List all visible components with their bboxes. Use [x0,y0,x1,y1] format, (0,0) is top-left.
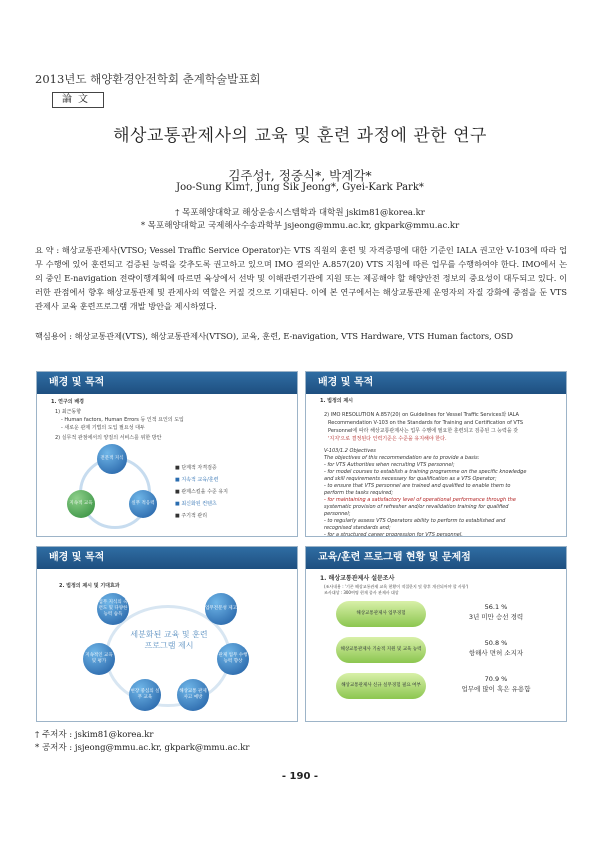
poster-line: - to regularly assess VTS Operators ability to perform to established and [324,518,506,524]
poster-line: Personnel에 따라 해상교통관제사는 업무 수행에 필요한 훈련되고 검증된 그 능력을 갖 [328,428,519,434]
authors-english: Joo-Sung Kim†, Jung Sik Jeong*, Gyei-Kark Park* [176,182,424,193]
abstract: 요 약 : 해상교통관제사(VTSO; Vessel Traffic Service Operator)는 VTS 직원의 훈련 및 자격증명에 대한 기준인 IALA 권고안 V-103에 따라 업무 수행에 있어 훈련되고 검증된 능력을 갖추도록 권고하고 있으며 IMO 결의안 A.857(20) VTS 지침에 따른 업무를 수행하여야 한다. IMO에서 논의 중인 E-navigation 전략이행계획에 따르면 육상에서 선박 및 이해관련기관에 지원 또는 제공해야 할 해양안전 정보의 중요성이 대두되고 있다. 이러한 관점에서 향후 해상교통관제 및 관제사의 역할은 커질 것으로 기대된다. 이에 본 연구에서는 해상교통관제 운영자의 자질 강화에 중점을 둔 VTS 관제사 교육 훈련프로그램 개발 방안을 제시하였다. [35,245,567,311]
poster-line: - for a structured career progression for VTS personnel. [324,532,463,537]
poster-note: 조사대상 : 300여명 현재 종사 관제사 대상 [324,590,399,595]
center-label: 세분화된 교육 및 훈련 프로그램 제시 [130,630,208,650]
poster-section-title: 1. 해상교통관제사 설문조사 [320,575,395,582]
poster-line: personnel; [324,511,351,517]
survey-item-box: 해상교통관제사 업무경험 [336,601,426,627]
survey-result: 70.9 % 업무에 많이 혹은 유용함 [461,675,531,693]
keywords: 핵심용어 : 해상교통관제(VTS), 해상교통관제사(VTSO), 교육, 훈련, E-navigation, VTS Hardware, VTS Human factors, OSD [35,331,514,341]
poster-line: 2) IMO RESOLUTION A.857(20) on Guidelines for Vessel Traffic Services와 IALA [324,412,519,418]
poster-line: - for model courses to establish a training programme on the specific knowledge [324,469,527,475]
poster-heading: 교육/훈련 프로그램 현황 및 문제점 [306,547,566,569]
poster-line: '지지'으로 결정된다 인력기준은 수준을 유지해야 한다. [328,436,447,442]
list-item: ■ 주기적 관리 [175,513,208,519]
poster-background-1 [36,371,298,537]
poster-heading: 배경 및 목적 [37,372,297,394]
poster-line: systematic provision of refresher and/or revalidation training for qualified [324,504,509,510]
cycle-circle: 업무전문성 제고 [205,593,237,625]
cycle-circle: 지속적 교육 [67,490,95,518]
poster-section-title: 2. 법정의 제시 및 기대효과 [59,583,120,589]
list-item: ■ 단계적 자격검증 [175,465,217,471]
category-label: 論文 [52,92,104,108]
poster-line: and skill requirements necessary for qualification as a VTS Operator; [324,476,497,482]
list-item: ■ 관제스킬을 수준 유지 [175,489,228,495]
affiliation-1: † 목포해양대학교 해상운송시스템학과 대학원 jskim81@korea.kr [175,208,425,218]
authors-korean: 김주성†, 정중식*, 박계각* [228,168,372,183]
cycle-circle: 실무 적응력 [129,490,157,518]
poster-section-title: 1. 연구의 배경 [51,399,85,405]
cycle-circle: 해상교통 관제 사고 예방 [177,679,209,711]
poster-line: V-103/1.2 Objectives [324,448,376,454]
poster-note: (조사내용 : '기존 해상교통관제 교육 현황이 적절한지 및 향후 개선되어야 할 사항') [324,584,469,589]
poster-item: 2) 실무적 관점에서의 양질의 서비스를 위한 방안 [55,435,162,441]
footnote-1: † 주저자 : jskim81@korea.kr [35,730,154,740]
survey-item-box: 해상교통관제사 기술적 지원 및 교육 능력 [336,637,426,663]
poster-item: 1) 최근동향 [55,409,82,415]
cycle-circle: 업무 지식의 숙련도 및 다양한 능력 습득 [97,593,129,625]
cycle-circle: 전문적 지식 [97,444,127,474]
paper-title: 해상교통관제사의 교육 및 훈련 과정에 관한 연구 [113,126,487,146]
poster-item: - Human factors, Human Errors 등 인적 요인의 도입 [61,417,184,423]
poster-section-title: 1. 법정의 제시 [320,398,354,404]
poster-item: - 새로운 관제 기법의 도입 필요성 대두 [61,425,145,431]
cycle-circle: 현장 중심의 실무 교육 [129,679,161,711]
poster-line: - for VTS Authorities when recruiting VTS personnel; [324,462,455,468]
survey-item-box: 해상교통관제사 신규 실무경험 필요 여부 [336,673,426,699]
poster-line: Recommendation V-103 on the Standards for Training and Certification of VTS [328,420,524,426]
poster-background-3 [36,546,298,722]
footnote-2: * 공저자 : jsjeong@mmu.ac.kr, gkpark@mmu.ac.kr [35,743,250,753]
poster-line: perform the tasks required; [324,490,394,496]
poster-line: recognised standards and; [324,525,391,531]
poster-background-2 [305,371,567,537]
poster-line: - for maintaining a satisfactory level of operational performance through the [324,497,516,503]
page-number: - 190 - [281,771,319,782]
affiliation-2: * 목포해양대학교 국제해사수송과학부 jsjeong@mmu.ac.kr, gkpark@mmu.ac.kr [140,221,460,231]
poster-line: The objectives of this recommendation are to provide a basis: [324,455,480,461]
cycle-circle: 지속적인 교육 및 평가 [83,643,115,675]
poster-line: - to ensure that VTS personnel are trained and qualified to enable them to [324,483,511,489]
list-item: ■ 최신화된 컨텐츠 [175,501,217,507]
survey-result: 50.8 % 항해사 면허 소지자 [468,639,524,657]
survey-result: 56.1 % 3년 미만 승선 경력 [468,603,524,621]
poster-background-4 [305,546,567,722]
list-item: ■ 지속적 교육/훈련 [175,477,219,483]
poster-heading: 배경 및 목적 [37,547,297,569]
conference-name: 2013년도 해양환경안전학회 춘계학술발표회 [35,72,261,86]
cycle-circle: 관제 업무 수행 능력 향상 [217,643,249,675]
poster-heading: 배경 및 목적 [306,372,566,394]
